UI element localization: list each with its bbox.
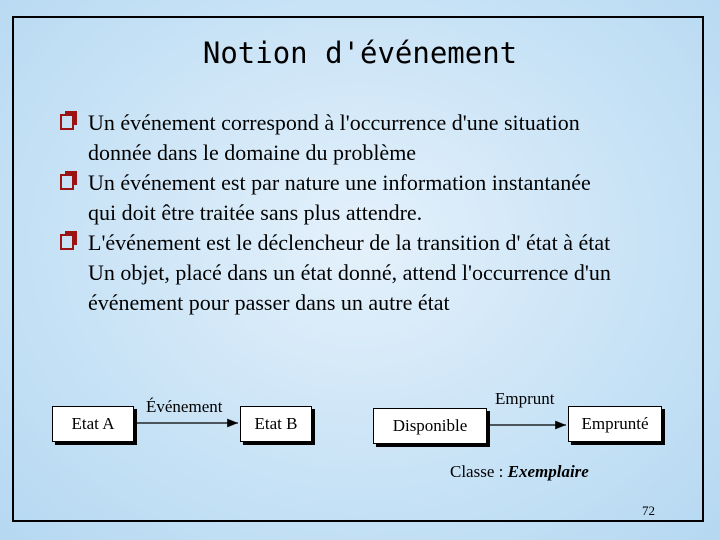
bullet-line: donnée dans le domaine du problème xyxy=(88,140,417,165)
state-b-box xyxy=(240,406,312,442)
emprunt-event-label: Emprunt xyxy=(495,389,555,408)
state-emprunte-box xyxy=(568,406,662,442)
state-b-label: Etat B xyxy=(254,414,298,433)
page-number: 72 xyxy=(642,503,655,518)
class-caption xyxy=(450,462,589,482)
class-name: Exemplaire xyxy=(507,462,589,481)
bullet-line: événement pour passer dans un autre état xyxy=(88,290,450,315)
bullet-line: Un événement est par nature une information instantanée xyxy=(88,170,591,195)
slide-title: Notion d'événement xyxy=(202,36,518,70)
state-a-box xyxy=(52,406,134,442)
bullet-line: L'événement est le déclencheur de la transition d' état à état xyxy=(88,230,611,255)
state-a-label: Etat A xyxy=(71,414,115,433)
state-disponible-box xyxy=(373,408,487,444)
bullet-line: Un objet, placé dans un état donné, attend l'occurrence d'un xyxy=(88,260,611,285)
state-disponible-label: Disponible xyxy=(392,416,468,435)
state-emprunte-label: Emprunté xyxy=(581,414,649,433)
bullet-line: Un événement correspond à l'occurrence d'une situation xyxy=(88,110,580,135)
event-label: Événement xyxy=(146,397,223,416)
bullet-line: qui doit être traitée sans plus attendre. xyxy=(88,200,423,225)
class-caption-prefix: Classe : xyxy=(450,462,508,481)
